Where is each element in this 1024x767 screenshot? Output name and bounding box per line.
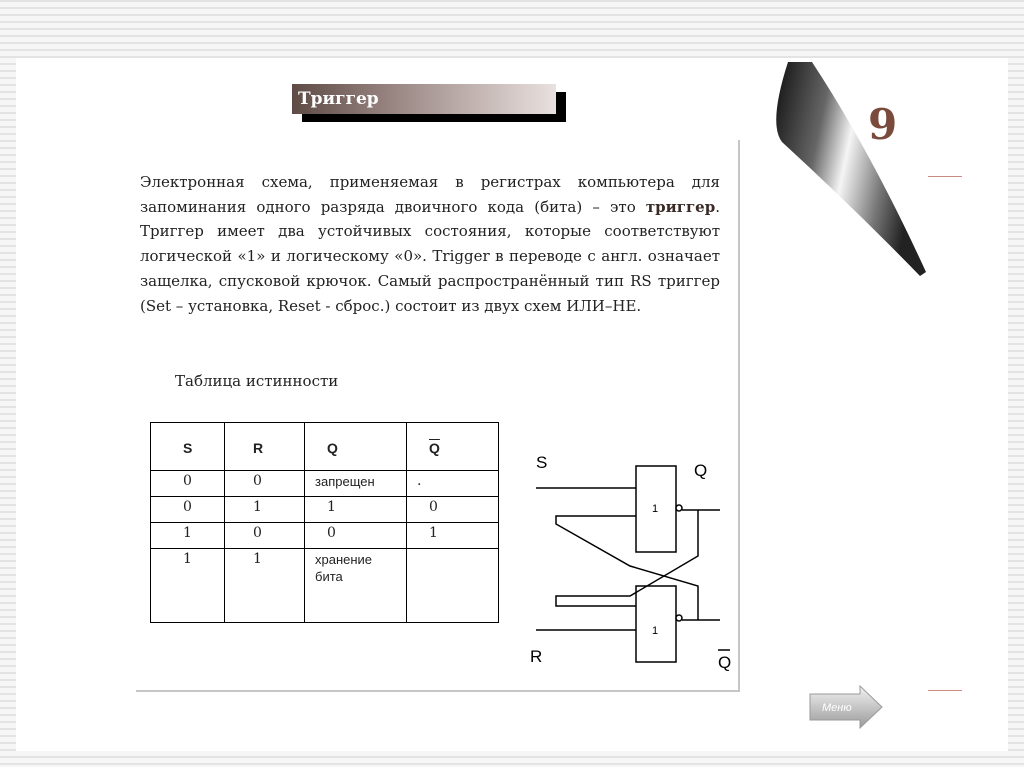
header-cell: $\overline{Q}$ <box>407 423 499 471</box>
table-cell: 1 <box>151 549 225 623</box>
accent-line <box>928 690 962 691</box>
accent-line <box>928 176 962 177</box>
page-curl-graphic <box>760 60 930 280</box>
output-label-q: Q <box>694 461 708 480</box>
table-cell <box>407 549 499 623</box>
inverter-bubble-top <box>676 505 682 511</box>
table-cell: 1 <box>305 497 407 523</box>
table-row <box>151 471 499 497</box>
input-label-r: R <box>530 647 543 666</box>
rs-trigger-circuit <box>520 440 750 672</box>
table-cell: 0 <box>407 497 499 523</box>
paragraph-text: триггер (Set – установка, Reset - сброс.) состоит из двух схем <box>140 271 720 315</box>
slide-title: Триггер <box>292 84 556 114</box>
nor-gate-bottom <box>636 586 676 662</box>
table-cell: 1 <box>225 497 305 523</box>
table-row <box>151 523 499 549</box>
header-cell: S <box>151 423 225 471</box>
table-cell: 1 <box>407 523 499 549</box>
term-rs: RS <box>630 271 652 290</box>
table-cell: запрещен <box>305 471 407 497</box>
menu-button[interactable] <box>808 684 884 730</box>
output-label-qbar: Q <box>718 653 732 672</box>
term-nor: ИЛИ–НЕ <box>566 296 637 315</box>
body-paragraph <box>140 170 720 318</box>
header-cell: Q <box>305 423 407 471</box>
table-cell: хранение бита <box>305 549 407 623</box>
page-number: 9 <box>868 100 898 149</box>
term-trigger: триггер <box>645 197 716 216</box>
gate-label-top: 1 <box>652 503 659 515</box>
table-cell: 0 <box>151 497 225 523</box>
input-label-s: S <box>536 453 548 472</box>
table-cell: 0 <box>225 523 305 549</box>
paragraph-text: . Триггер имеет два устойчивых состояния, которые соответствуют логической «1» и логическому «0». Trigger в переводе с англ. означает защелка, спусковой крючок. Самый распространённый тип <box>140 197 720 290</box>
table-row <box>151 549 499 623</box>
table-cell: . <box>407 471 499 497</box>
truth-table <box>150 422 499 623</box>
gate-label-bottom: 1 <box>652 625 659 637</box>
paragraph-text: Электронная схема, применяемая в регистрах компьютера для запоминания одного разряда двоичного кода (бита) – это <box>140 173 720 216</box>
table-row <box>151 497 499 523</box>
table-header-row <box>151 423 499 471</box>
table-caption: Таблица истинности <box>175 372 339 390</box>
table-cell: 0 <box>305 523 407 549</box>
table-cell: 0 <box>151 471 225 497</box>
paragraph-text: . <box>636 296 642 315</box>
inverter-bubble-bottom <box>676 615 682 621</box>
table-cell: 0 <box>225 471 305 497</box>
header-cell: R <box>225 423 305 471</box>
table-cell: 1 <box>225 549 305 623</box>
menu-button-label: Меню <box>822 702 852 714</box>
table-cell: 1 <box>151 523 225 549</box>
